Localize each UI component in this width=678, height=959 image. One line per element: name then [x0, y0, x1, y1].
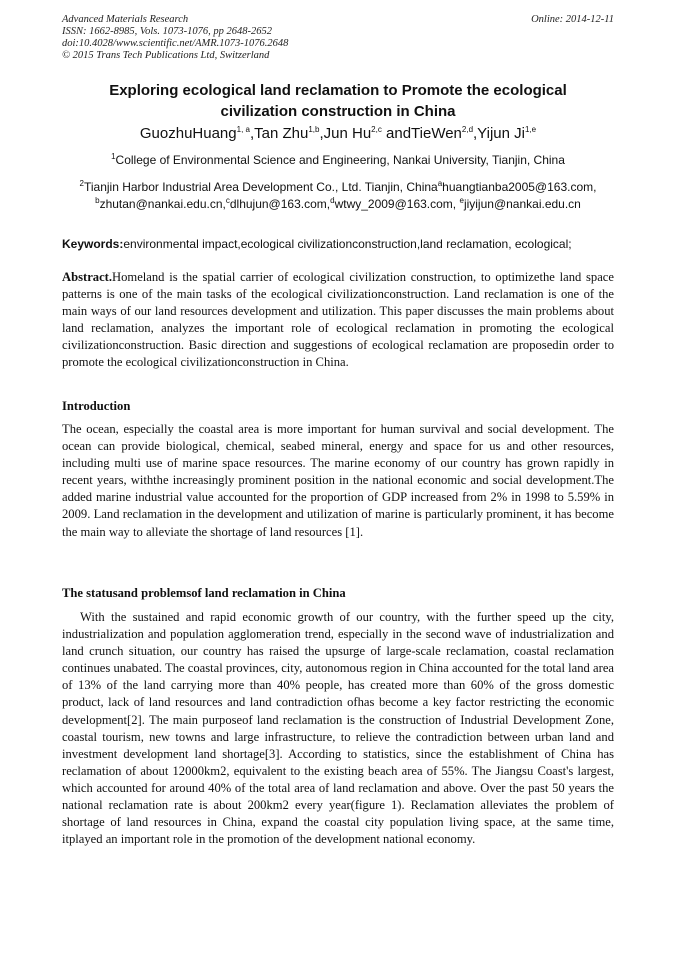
email-sup: d	[330, 196, 335, 205]
online-date: Online: 2014-12-11	[531, 14, 614, 25]
affil-sup: 2	[79, 179, 84, 188]
email: wtwy_2009@163.com,	[334, 197, 460, 211]
affil-text: Tianjin Harbor Industrial Area Development Co., Ltd. Tianjin, China	[83, 180, 438, 194]
keywords	[62, 236, 614, 252]
title-line-1: Exploring ecological land reclamation to Promote the ecological	[109, 82, 567, 99]
author-affil-sup: 1,e	[524, 125, 537, 134]
email-sup: e	[459, 196, 464, 205]
abstract	[62, 269, 614, 372]
introduction-heading: Introduction	[62, 399, 131, 413]
author-affil-sup: 2,d	[461, 125, 474, 134]
email-sup: b	[95, 196, 100, 205]
email: huangtianba2005@163.com,	[442, 180, 597, 194]
introduction-paragraph: The ocean, especially the coastal area is more important for human survival and social development. The ocean can provide biological, chemical, seabed mineral, energy and space for us and other resources, including multi use of marine space resources. The marine economy of our country has grown rapidly in recent years, withthe increasingly prominent position in the national economic and social development.The added marine industrial value accounted for the proportion of GDP increased from 2% in 1998 to 5.59% in 2009. Land reclamation in the development and utilization of marine is particularly prominent, it has become the main way to alleviate the shortage of land resources [1].	[62, 422, 614, 539]
author-affil-sup: 1, a	[236, 125, 250, 134]
affiliation-1	[62, 153, 614, 168]
author-affil-sup: 1,b	[308, 125, 320, 134]
author-affil-sup: 2,c	[371, 125, 382, 134]
issn-line: ISSN: 1662-8985, Vols. 1073-1076, pp 2648-2652	[62, 26, 272, 37]
author-name: ,Tan Zhu	[249, 125, 309, 142]
journal-header	[62, 14, 288, 62]
journal-name: Advanced Materials Research	[62, 14, 189, 25]
email: zhutan@nankai.edu.cn,	[99, 197, 226, 211]
affiliation-2	[62, 179, 614, 213]
keywords-text: environmental impact,ecological civilizationconstruction,land reclamation, ecological;	[123, 237, 572, 251]
abstract-label: Abstract.	[62, 270, 113, 284]
keywords-label: Keywords:	[62, 237, 124, 251]
email-sup: c	[225, 196, 230, 205]
affil-text: College of Environmental Science and Engineering, Nankai University, Tianjin, China	[115, 153, 565, 167]
copyright-line: © 2015 Trans Tech Publications Ltd, Switzerland	[62, 50, 270, 61]
author-name: ,Yijun Ji	[473, 125, 525, 142]
status-section-paragraph: With the sustained and rapid economic growth of our country, with the further speed up the city, industrialization and population agglomeration trend, especially in the second wave of industrialization and land crunch situation, our country has raised the upsurge of large-scale reclamation, coastal reclamation continues unabated. The coastal provinces, city, autonomous region in China accounted for the total land area of 13% of the land carrying more than 40% people, has created more than 60% of the gross domestic product, lack of land resources and land contradiction ofhas become a key factor restricting the economic development[2]. The main purposeof land reclamation is the construction of Industrial Development Zone, coastal tourism, new towns and large infrastructure, to relieve the contradiction between urban land and investment development land shortage[3]. According to statistics, since the establishment of China has reclamation of about 12000km2, equivalent to the existing beach area of 55%. The Jiangsu Coast's largest, which accounted for around 40% of the total area of land reclamation and above. Over the past 50 years the national reclamation rate is about 200km2 every year(figure 1). Reclamation alleviates the problem of shortage of land resources in China, expand the coastal city population living space, at the same time, itplayed an important role in the promotion of the development national economy.	[62, 610, 614, 847]
author-name: GuozhuHuang	[139, 125, 237, 142]
title-line-2: civilization construction in China	[220, 103, 456, 120]
paper-title	[62, 80, 614, 122]
abstract-text: Homeland is the spatial carrier of ecological civilization construction, to optimizethe land space patterns is one of the main tasks of the ecological civilizationconstruction. Land reclamation is one of the main ways of our land resources development and utilization. This paper discusses the main problems about land reclamation, analyzes the important role of ecological reclamation in promoting the ecological civilizationconstruction. Basic direction and suggestions of ecological reclamation are proposedin order to promote the ecological civilizationconstruction in China.	[62, 270, 614, 370]
email-sup: a	[437, 179, 443, 188]
affil-sup: 1	[111, 152, 116, 161]
author-name: ,Jun Hu	[319, 125, 372, 142]
email: jiyijun@nankai.edu.cn	[463, 197, 581, 211]
author-list	[62, 124, 614, 144]
author-name: andTieWen	[381, 125, 462, 142]
email: dlhujun@163.com,	[229, 197, 331, 211]
status-section-heading: The statusand problemsof land reclamation in China	[62, 586, 346, 600]
doi-line: doi:10.4028/www.scientific.net/AMR.1073-1076.2648	[62, 38, 289, 49]
